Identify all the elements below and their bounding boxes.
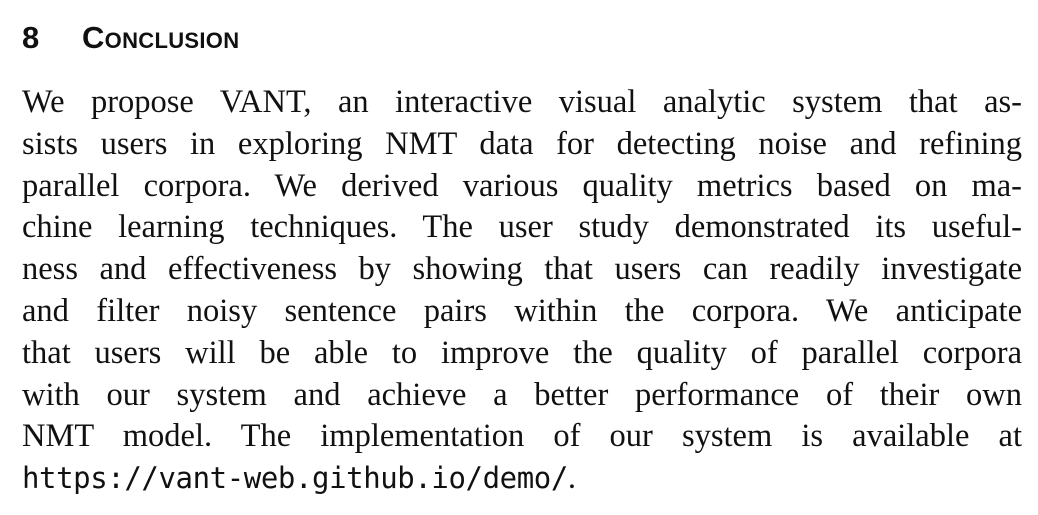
paragraph-line: chine learning techniques. The user study demonstrated its useful- [22, 209, 1022, 246]
paragraph-line: NMT model. The implementation of our system is available at [22, 418, 1022, 455]
paragraph-last-line [22, 458, 1022, 500]
paragraph-line: sists users in exploring NMT data for detecting noise and refining [22, 125, 1022, 162]
demo-url-link[interactable]: https://vant-web.github.io/demo/ [22, 461, 568, 496]
paragraph-line: that users will be able to improve the quality of parallel corpora [22, 334, 1022, 371]
paragraph-line: and filter noisy sentence pairs within the corpora. We anticipate [22, 292, 1022, 329]
paragraph-line: ness and effectiveness by showing that users can readily investigate [22, 251, 1022, 288]
section-title: Conclusion [82, 20, 240, 55]
section-heading [22, 18, 239, 58]
paragraph-line: We propose VANT, an interactive visual analytic system that as- [22, 84, 1022, 120]
paragraph-line: with our system and achieve a better performance of their own [22, 376, 1022, 413]
section-number: 8 [22, 20, 40, 55]
end-punctuation: . [567, 460, 577, 497]
conclusion-paragraph [22, 82, 1022, 500]
paragraph-line: parallel corpora. We derived various quality metrics based on ma- [22, 167, 1022, 204]
